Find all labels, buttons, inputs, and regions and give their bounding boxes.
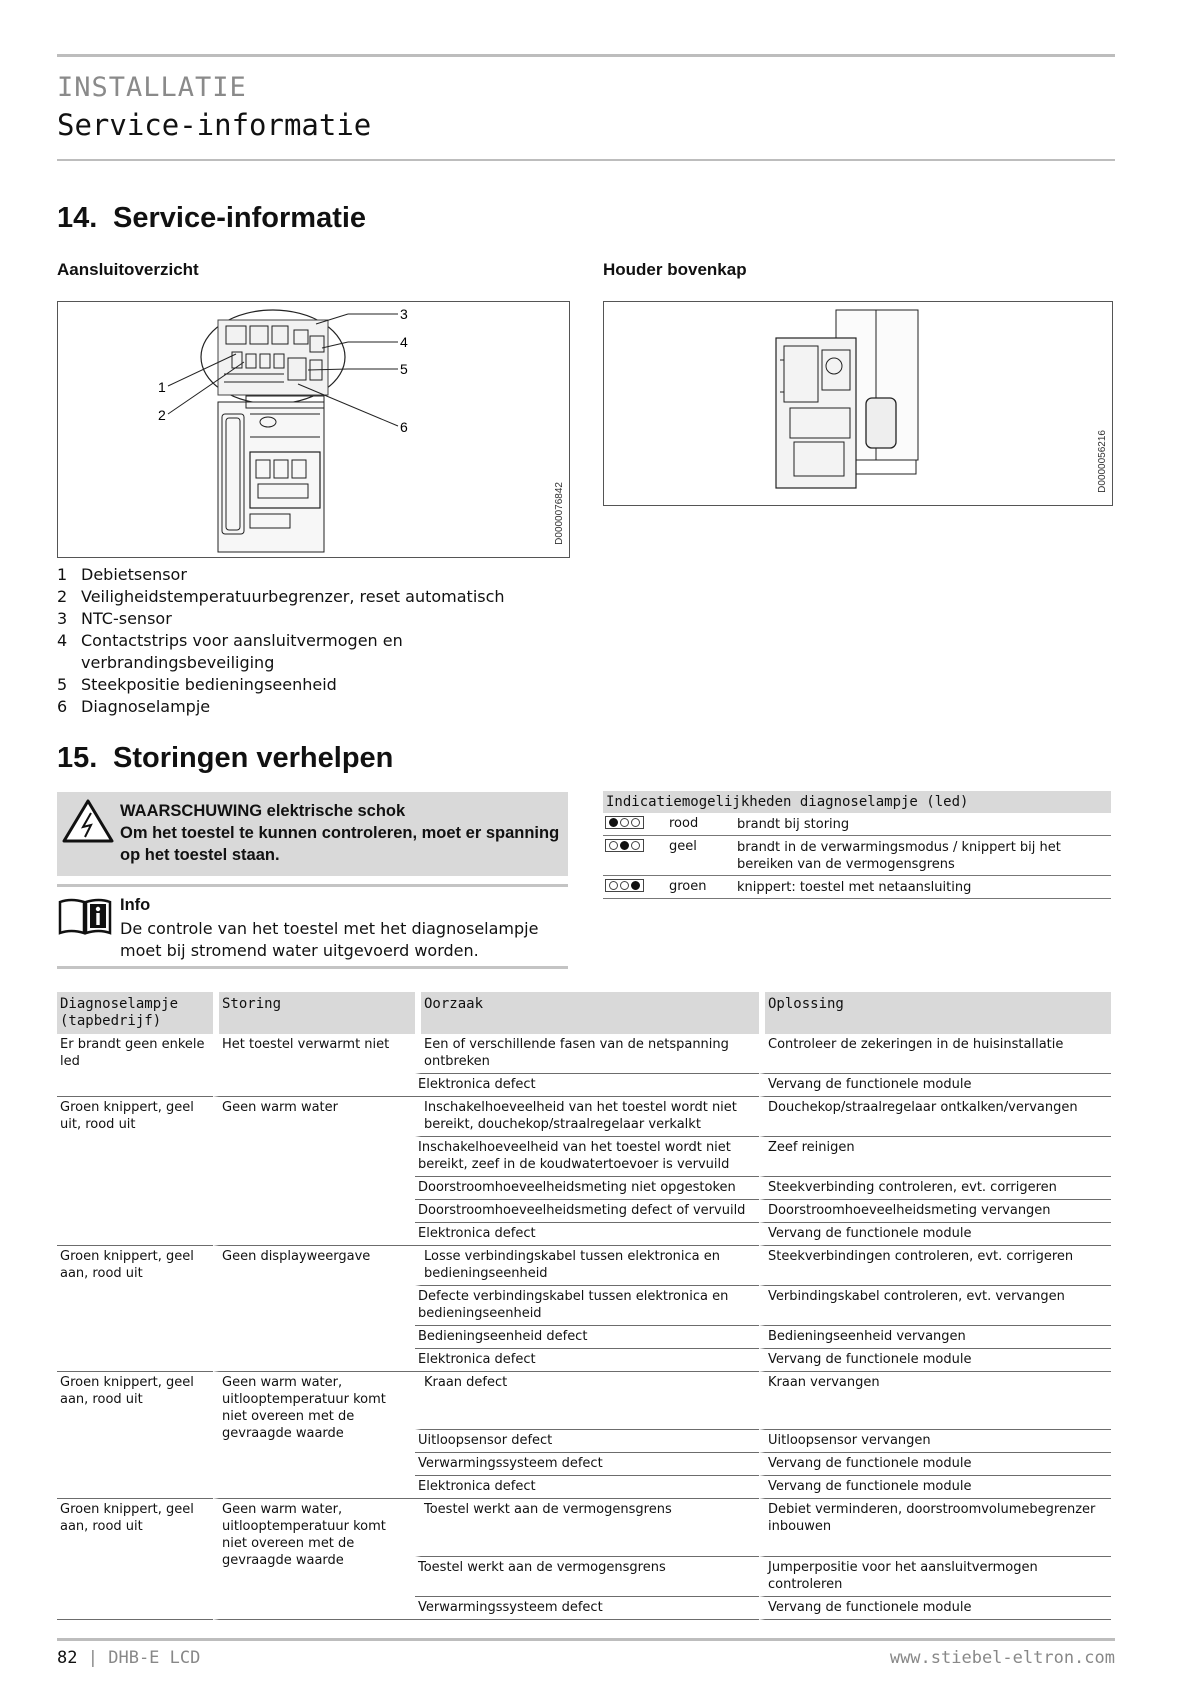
info-rule	[57, 966, 568, 969]
cell-oplossing: Debiet verminderen, doorstroomvolumebegrenzer inbouwen	[759, 1499, 1111, 1557]
cover-holder-drawing	[604, 302, 1112, 505]
column-header: Storing	[213, 992, 415, 1034]
cell-lamp: Groen knippert, geel uit, rood uit	[57, 1097, 213, 1246]
cell-oplossing: Bedieningseenheid vervangen	[759, 1326, 1111, 1349]
callout-4: 4	[400, 334, 408, 350]
section-number: 14.	[57, 202, 98, 234]
cell-oplossing: Uitloopsensor vervangen	[759, 1430, 1111, 1453]
led-indicator-icon	[605, 816, 644, 829]
cell-storing: Geen displayweergave	[213, 1246, 415, 1372]
cell-oplossing: Vervang de functionele module	[759, 1349, 1111, 1372]
figure-2-heading: Houder bovenkap	[603, 260, 747, 279]
legend-item: 1 Debietsensor	[57, 565, 187, 584]
led-meaning: knippert: toestel met netaansluiting	[737, 880, 972, 895]
led-table-heading: Indicatiemogelijkheden diagnoselampje (led)	[603, 791, 1111, 813]
warning-title: WAARSCHUWING elektrische schok	[120, 802, 406, 820]
diagnosis-table	[57, 992, 1111, 1620]
cell-lamp: Groen knippert, geel aan, rood uit	[57, 1372, 213, 1499]
info-title: Info	[120, 896, 151, 914]
section-14-heading	[57, 202, 366, 235]
cell-oorzaak: Inschakelhoeveelheid van het toestel wordt niet bereikt, douchekop/straalregelaar verkalkt	[415, 1097, 759, 1137]
callout-6: 6	[400, 419, 408, 435]
cell-oplossing: Vervang de functionele module	[759, 1453, 1111, 1476]
led-row	[603, 836, 1111, 876]
header-bottom-rule	[57, 159, 1115, 161]
table-row	[57, 1034, 1111, 1074]
led-indicator-icon	[605, 879, 644, 892]
cell-oplossing: Vervang de functionele module	[759, 1074, 1111, 1097]
cell-oorzaak: Bedieningseenheid defect	[415, 1326, 759, 1349]
warning-text	[120, 800, 570, 866]
warning-triangle-icon	[62, 798, 114, 844]
led-row	[603, 876, 1111, 899]
figure-aansluitoverzicht	[57, 301, 570, 558]
cell-oorzaak: Toestel werkt aan de vermogensgrens	[415, 1557, 759, 1597]
header-section: INSTALLATIE	[57, 72, 247, 103]
section-title: Storingen verhelpen	[113, 742, 394, 774]
figure-2-id: D0000056216	[1097, 430, 1108, 493]
led-meaning: brandt bij storing	[737, 817, 850, 832]
figure-1-heading: Aansluitoverzicht	[57, 260, 199, 279]
cell-storing: Geen warm water, uitlooptemperatuur komt niet overeen met de gevraagde waarde	[213, 1372, 415, 1499]
section-title: Service-informatie	[113, 202, 367, 234]
cell-oplossing: Vervang de functionele module	[759, 1597, 1111, 1620]
cell-oplossing: Zeef reinigen	[759, 1137, 1111, 1177]
cell-oorzaak: Toestel werkt aan de vermogensgrens	[415, 1499, 759, 1557]
cell-oorzaak: Inschakelhoeveelheid van het toestel wordt niet bereikt, zeef in de koudwatertoevoer is vervuild	[415, 1137, 759, 1177]
legend-item: 4 Contactstrips voor aansluitvermogen en verbrandingsbeveiliging	[57, 631, 403, 672]
table-row	[57, 1499, 1111, 1557]
cell-oplossing: Steekverbinding controleren, evt. corrigeren	[759, 1177, 1111, 1200]
cell-oorzaak: Elektronica defect	[415, 1074, 759, 1097]
cell-oorzaak: Verwarmingssysteem defect	[415, 1453, 759, 1476]
cell-storing: Geen warm water	[213, 1097, 415, 1246]
column-header: Diagnoselampje (tapbedrijf)	[57, 992, 213, 1034]
column-header: Oplossing	[759, 992, 1111, 1034]
cell-oorzaak: Elektronica defect	[415, 1476, 759, 1499]
cell-oplossing: Vervang de functionele module	[759, 1476, 1111, 1499]
cell-oplossing: Verbindingskabel controleren, evt. vervangen	[759, 1286, 1111, 1326]
cell-lamp: Groen knippert, geel aan, rood uit	[57, 1246, 213, 1372]
column-header: Oorzaak	[415, 992, 759, 1034]
cell-oorzaak: Elektronica defect	[415, 1349, 759, 1372]
legend-item: 6 Diagnoselampje	[57, 697, 211, 716]
model-name: DHB-E LCD	[108, 1648, 201, 1668]
footer-rule	[57, 1638, 1115, 1641]
cell-oorzaak: Defecte verbindingskabel tussen elektronica en bedieningseenheid	[415, 1286, 759, 1326]
led-meaning: brandt in de verwarmingsmodus / knippert bij het bereiken van de vermogensgrens	[737, 840, 1061, 872]
cell-storing: Geen warm water, uitlooptemperatuur komt niet overeen met de gevraagde waarde	[213, 1499, 415, 1620]
connection-overview-drawing	[58, 302, 569, 557]
cell-oplossing: Douchekop/straalregelaar ontkalken/vervangen	[759, 1097, 1111, 1137]
cell-oplossing: Steekverbindingen controleren, evt. corrigeren	[759, 1246, 1111, 1286]
table-row	[57, 1097, 1111, 1137]
cell-oplossing: Vervang de functionele module	[759, 1223, 1111, 1246]
legend-item: 3 NTC-sensor	[57, 609, 172, 628]
cell-oplossing: Controleer de zekeringen in de huisinstallatie	[759, 1034, 1111, 1074]
page-number: 82	[57, 1648, 78, 1668]
figure-legend	[57, 564, 577, 718]
table-header-row	[57, 992, 1111, 1034]
cell-oorzaak: Doorstroomhoeveelheidsmeting niet opgestoken	[415, 1177, 759, 1200]
led-color: groen	[669, 879, 707, 894]
cell-oorzaak: Losse verbindingskabel tussen elektronica en bedieningseenheid	[415, 1246, 759, 1286]
cell-oorzaak: Verwarmingssysteem defect	[415, 1597, 759, 1620]
callout-2: 2	[158, 407, 166, 423]
cell-oplossing: Kraan vervangen	[759, 1372, 1111, 1430]
header-title: Service-informatie	[57, 108, 372, 142]
legend-item: 5 Steekpositie bedieningseenheid	[57, 675, 337, 694]
cell-oplossing: Doorstroomhoeveelheidsmeting vervangen	[759, 1200, 1111, 1223]
led-color: rood	[669, 816, 699, 831]
cell-oorzaak: Doorstroomhoeveelheidsmeting defect of vervuild	[415, 1200, 759, 1223]
figure-houder-bovenkap	[603, 301, 1113, 506]
led-color: geel	[669, 839, 697, 854]
info-text: De controle van het toestel met het diagnoselampje moet bij stromend water uitgevoerd worden.	[120, 919, 539, 960]
cell-oorzaak: Elektronica defect	[415, 1223, 759, 1246]
led-indication-table	[603, 791, 1111, 899]
table-row	[57, 1372, 1111, 1430]
cell-oplossing: Jumperpositie voor het aansluitvermogen controleren	[759, 1557, 1111, 1597]
info-book-icon	[57, 896, 113, 936]
cell-oorzaak: Een of verschillende fasen van de netspanning ontbreken	[415, 1034, 759, 1074]
warning-body: Om het toestel te kunnen controleren, moet er spanning op het toestel staan.	[120, 824, 560, 864]
cell-storing: Het toestel verwarmt niet	[213, 1034, 415, 1097]
led-row	[603, 813, 1111, 836]
warning-rule	[57, 884, 568, 887]
section-15-heading	[57, 742, 393, 775]
footer-url: www.stiebel-eltron.com	[889, 1648, 1115, 1668]
footer-separator: |	[87, 1648, 98, 1668]
cell-oorzaak: Uitloopsensor defect	[415, 1430, 759, 1453]
cell-oorzaak: Kraan defect	[415, 1372, 759, 1430]
led-indicator-icon	[605, 839, 644, 852]
callout-5: 5	[400, 361, 408, 377]
callout-3: 3	[400, 306, 408, 322]
section-number: 15.	[57, 742, 98, 774]
legend-item: 2 Veiligheidstemperatuurbegrenzer, reset automatisch	[57, 587, 505, 606]
cell-lamp: Groen knippert, geel aan, rood uit	[57, 1499, 213, 1620]
figure-1-id: D0000076842	[554, 482, 565, 545]
callout-1: 1	[158, 379, 166, 395]
cell-lamp: Er brandt geen enkele led	[57, 1034, 213, 1097]
header-top-rule	[57, 54, 1115, 57]
footer-left	[57, 1648, 200, 1668]
table-row	[57, 1246, 1111, 1286]
